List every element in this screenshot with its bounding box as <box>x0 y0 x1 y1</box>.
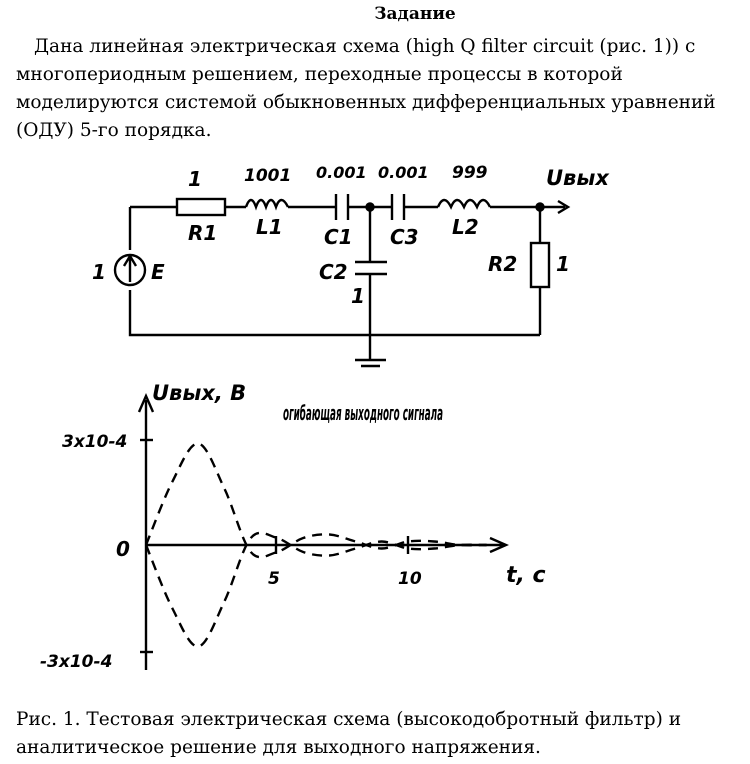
c3-value: 0.001 <box>378 163 429 182</box>
c2-name: C2 <box>319 260 348 284</box>
task-paragraph: Дана линейная электрическая схема (high Q filter circuit (рис. 1)) с многопериодным решением, переходные процессы в которой моделируются системой обыкновенных дифференциальных уравнений (ОДУ) 5-го порядка. <box>16 36 716 141</box>
l1-value: 1001 <box>244 166 292 186</box>
l2-name: L2 <box>452 215 479 239</box>
capacitor-c3 <box>392 194 404 220</box>
node-dot <box>367 204 374 211</box>
source-arrow-icon <box>124 256 136 282</box>
r1-value: 1 <box>188 167 202 191</box>
y-axis-label: Uвых, В <box>152 381 247 405</box>
capacitor-c1 <box>336 194 348 220</box>
x-axis-label: t, c <box>506 563 546 588</box>
figure-caption: Рис. 1. Тестовая электрическая схема (высокодобротный фильтр) и аналитическое решение для выходного напряжения. <box>16 709 682 758</box>
source-value: 1 <box>92 260 106 284</box>
r2-value: 1 <box>556 252 570 276</box>
y-tick-label-top: 3x10-4 <box>62 432 128 452</box>
l1-name: L1 <box>256 215 283 239</box>
c1-name: C1 <box>324 225 353 249</box>
r1-name: R1 <box>188 221 218 245</box>
y-axis <box>139 396 153 670</box>
c1-value: 0.001 <box>316 163 367 182</box>
envelope-upper-line <box>146 443 487 557</box>
c3-name: C3 <box>390 225 419 249</box>
y-tick-label-zero: 0 <box>116 537 130 561</box>
envelope-lower-line <box>146 533 487 647</box>
inductor-l1 <box>246 200 288 207</box>
envelope-chart <box>40 381 546 672</box>
ground-icon <box>355 360 386 366</box>
resistor-r1 <box>177 199 225 215</box>
x-tick-label-10: 10 <box>398 569 422 589</box>
r2-name: R2 <box>488 252 518 276</box>
resistor-r2 <box>531 243 549 287</box>
l2-value: 999 <box>452 163 488 183</box>
c2-value: 1 <box>351 284 365 308</box>
inductor-l2 <box>438 200 490 207</box>
chart-title: огибающая выходного сигнала <box>283 401 443 425</box>
heading: Задание <box>374 4 456 24</box>
source-name: E <box>151 260 165 284</box>
output-label: Uвых <box>546 166 609 190</box>
x-tick-label-5: 5 <box>268 569 280 589</box>
capacitor-c2 <box>355 262 387 274</box>
y-tick-label-bottom: -3x10-4 <box>40 652 113 672</box>
